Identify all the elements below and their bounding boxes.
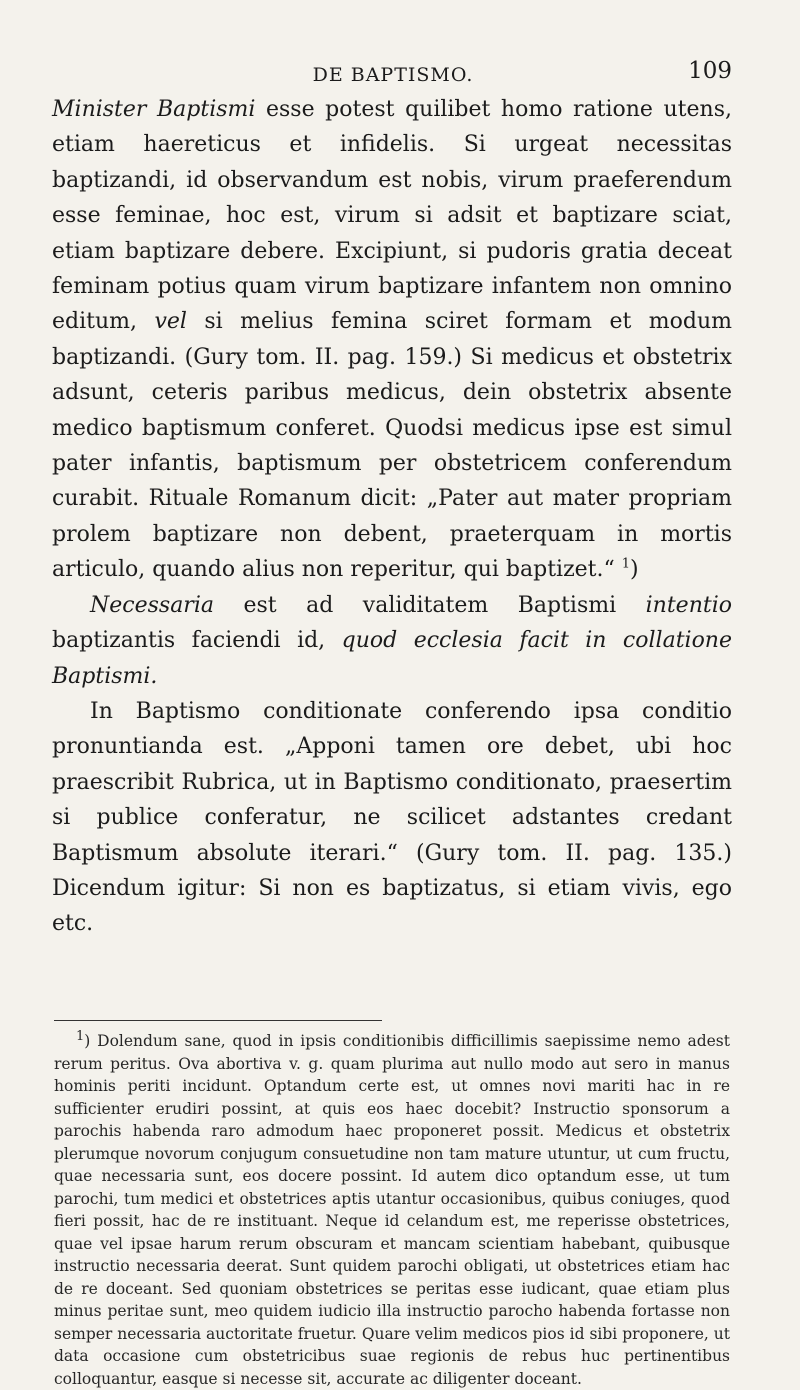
term-vel: vel (154, 309, 187, 335)
paragraph-text: est ad validitatem Baptismi (213, 592, 646, 618)
paragraph-text: esse potest quilibet homo ratione utens, etiam haereticus et infidelis. Si urgeat necessitas baptizandi, id observandum est nobis, virum praeferendum esse feminae, hoc est, virum si adsit et baptizare sciat, etiam baptizare debere. Excipiunt, si pudoris gratia deceat feminam potius quam virum baptizare infantem non omnino editum, (52, 97, 732, 335)
page-number: 109 (688, 58, 732, 84)
paragraph-necessaria (52, 588, 732, 694)
paragraph-text: si melius femina sciret formam et modum baptizandi. (Gury tom. II. pag. 159.) Si medicus et obstetrix adsunt, ceteris paribus medicus, dein obstetrix absente medico baptismum conferet. Quodsi medicus ipse est simul pater infantis, baptismum per obstetricem conferendum curabit. Rituale Romanum dicit: „Pater aut mater propriam prolem baptizare non debent, praeterquam in mortis articulo, quando alius non reperitur, qui baptizet.“ (52, 309, 732, 583)
term-necessaria: Necessaria (90, 592, 214, 618)
term-minister-baptismi: Minister Baptismi (52, 97, 256, 122)
paragraph-minister (52, 92, 732, 588)
main-text (52, 92, 732, 942)
term-quod-ecclesia: quod ecclesia facit in collatione Baptismi. (52, 628, 732, 689)
paragraph-conditionate: In Baptismo conditionate conferendo ipsa conditio pronuntianda est. „Apponi tamen ore debet, ubi hoc praescribit Rubrica, ut in Baptismo conditionato, praesertim si publice conferatur, ne scilicet adstantes credant Baptismum absolute iterari.“ (Gury tom. II. pag. 135.) Dicendum igitur: Si non es baptizatus, si etiam vivis, ego etc. (52, 698, 732, 937)
running-head: DE BAPTISMO. (312, 64, 474, 86)
paragraph-text: ) (630, 557, 639, 583)
term-intentio: intentio (645, 592, 732, 618)
footnote-text: ) Dolendum sane, quod in ipsis conditionibis difficillimis saepissime nemo adest rerum peritus. Ova abortiva v. g. quam plurima aut nullo modo aut sero in manus hominis periti incidunt. Optandum certe est, ut omnes novi mariti hac in re sufficienter erudiri possint, at quis eos haec docebit? Instructio sponsorum a parochis habenda raro admodum haec proponeret possit. Medicus et obstetrix plerumque novorum conjugum consuetudine non tam mature utuntur, ut cum fructu, quae necessaria sunt, eos docere possint. Id autem dico optandum esse, ut tum parochi, tum medici et obstetrices aptis utantur occasionibus, quibus coniuges, quod fieri possit, hac de re instituant. Neque id celandum est, me reperisse obstetrices, quae vel ipsae harum rerum obscuram et mancam scientiam habebant, quibusque instructio necessaria deerat. Sunt quidem parochi obligati, ut obstetrices etiam hac de re doceant. Sed quoniam obstetrices se peritas esse iudicant, quae etiam plus minus peritae sunt, meo quidem iudicio illa instructio parocho habenda fortasse non semper necessaria auctoritate fruetur. Quare velim medicos pios id sibi proponere, ut data occasione cum obstetricibus suae regionis de rebus huc pertinentibus colloquantur, easque si necesse sit, accurate ac diligenter doceant. (54, 1032, 730, 1388)
footnotes (54, 1030, 730, 1390)
footnote-divider (54, 1020, 382, 1021)
footnote-marker: 1 (76, 1028, 85, 1044)
paragraph-text: baptizantis faciendi id, (52, 628, 342, 654)
footnote-reference: 1 (621, 556, 631, 572)
footnote-1 (54, 1030, 730, 1390)
page-header (54, 56, 732, 90)
